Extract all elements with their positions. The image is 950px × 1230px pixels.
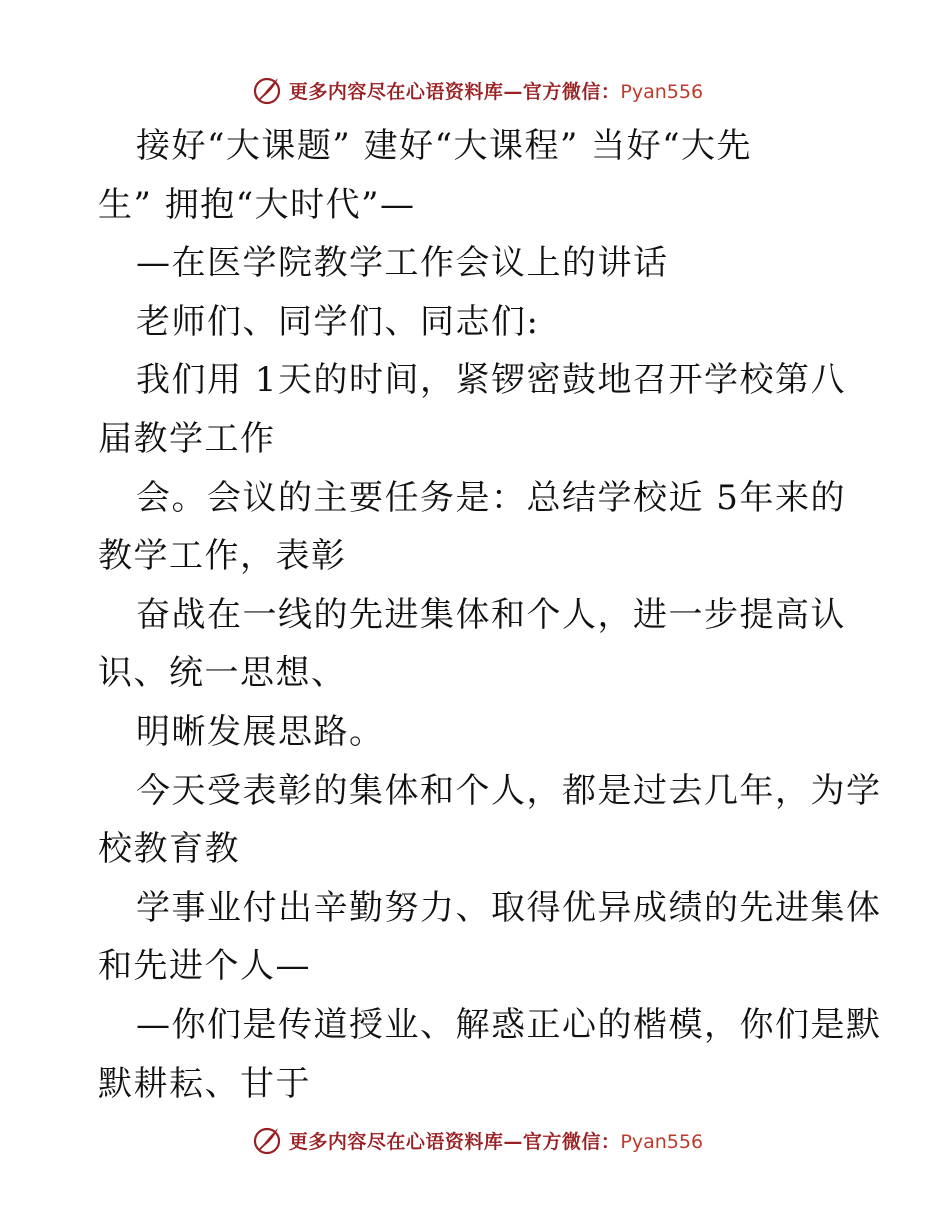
banner-text: 更多内容尽在心语资料库—官方微信：Pyan556 [288,80,704,103]
paragraph-line: 奋战在一线的先进集体和个人，进一步提高认 [136,594,846,635]
paragraph-line: 默耕耘、甘于 [98,1063,311,1104]
wechat-id: Pyan556 [620,1130,704,1153]
paragraph-line: 今天受表彰的集体和个人，都是过去几年，为学 [136,770,882,811]
footer-banner [0,1120,950,1160]
feather-logo-icon [251,1124,283,1156]
paragraph-line: 我们用 1天的时间，紧锣密鼓地召开学校第八 [136,360,846,401]
banner-text: 更多内容尽在心语资料库—官方微信：Pyan556 [288,1130,704,1153]
paragraph-line: 学事业付出辛勤努力、取得优异成绩的先进集体 [136,887,882,928]
salutation: 老师们、同学们、同志们: [136,301,540,342]
wechat-id: Pyan556 [620,80,704,103]
paragraph-line: —你们是传道授业、解惑正心的楷模，你们是默 [136,1004,882,1045]
paragraph-line: 校教育教 [98,829,240,870]
paragraph-line: 和先进个人— [98,946,311,987]
header-banner [0,70,950,110]
document-body [98,117,882,1113]
title-line-1: 接好“大课题” 建好“大课程” 当好“大先 [136,126,753,166]
paragraph-line: 明晰发展思路。 [136,711,385,752]
feather-logo-icon [251,74,283,106]
paragraph-line: 识、统一思想、 [98,653,347,694]
paragraph-line: 会。会议的主要任务是：总结学校近 5年来的 [136,477,846,518]
paragraph-line: 届教学工作 [98,418,276,459]
title-line-2: 生” 拥抱“大时代”— [98,184,416,225]
subtitle-line: —在医学院教学工作会议上的讲话 [136,243,669,284]
paragraph-line: 教学工作，表彰 [98,536,347,577]
